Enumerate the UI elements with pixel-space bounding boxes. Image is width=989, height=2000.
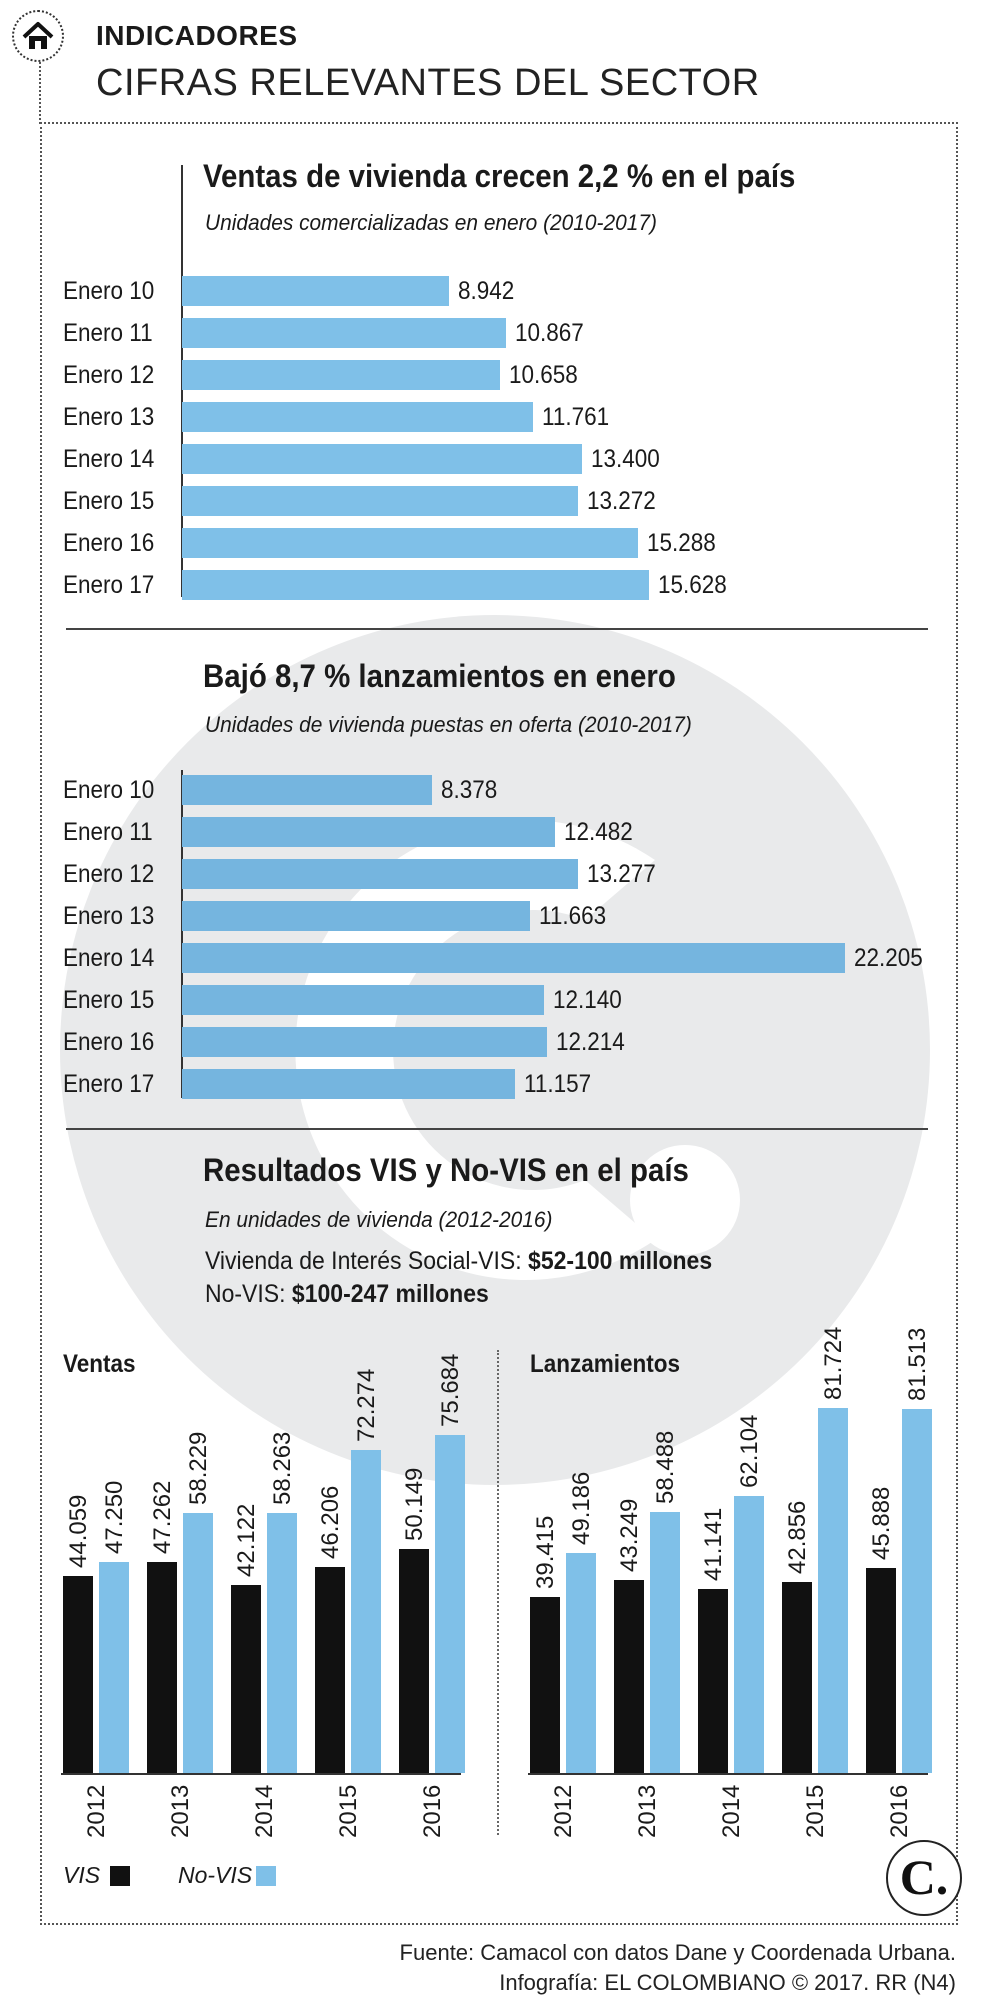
x-tick-label: 2014 (718, 1784, 745, 1838)
row-label: Enero 17 (63, 571, 155, 599)
legend-vis-swatch (110, 1866, 130, 1886)
bar-value-label: 42.122 (233, 1503, 260, 1577)
bar (182, 985, 544, 1015)
x-axis-baseline (528, 1773, 928, 1775)
page-title: CIFRAS RELEVANTES DEL SECTOR (96, 62, 760, 104)
x-axis-baseline (61, 1773, 461, 1775)
chart1-title: Ventas de vivienda crecen 2,2 % en el país (203, 158, 796, 194)
panel-separator (497, 1350, 499, 1835)
bar (182, 1069, 515, 1099)
bar-novis (818, 1408, 848, 1773)
bar-value-label: 8.942 (458, 277, 515, 305)
bar-novis (435, 1435, 465, 1773)
row-label: Enero 12 (63, 860, 155, 888)
source-note: Fuente: Camacol con datos Dane y Coordenada Urbana. (399, 1940, 956, 1965)
novis-definition-label: No-VIS: (205, 1280, 292, 1308)
row-label: Enero 11 (63, 319, 153, 347)
bar-value-label: 45.888 (868, 1486, 895, 1560)
bar-value-label: 46.206 (317, 1485, 344, 1559)
bar-value-label: 8.378 (441, 776, 498, 804)
bar (182, 943, 845, 973)
house-icon (14, 12, 62, 60)
bar-value-label: 47.262 (149, 1480, 176, 1554)
row-label: Enero 11 (63, 818, 153, 846)
bar-value-label: 58.488 (652, 1430, 679, 1504)
bar-value-label: 41.141 (700, 1507, 727, 1581)
chart1-subtitle: Unidades comercializadas en enero (2010-2017) (205, 210, 657, 235)
bar-vis (866, 1568, 896, 1773)
bar (182, 318, 506, 348)
bar-vis (698, 1589, 728, 1773)
bar-value-label: 44.059 (65, 1494, 92, 1568)
el-colombiano-logo (886, 1840, 962, 1916)
row-label: Enero 13 (63, 902, 155, 930)
x-tick-label: 2013 (634, 1784, 661, 1838)
bar (182, 402, 533, 432)
row-label: Enero 10 (63, 277, 155, 305)
section-divider (66, 1128, 928, 1130)
frame-connector (39, 62, 41, 124)
lanzamientos-panel-title: Lanzamientos (530, 1350, 681, 1378)
bar-vis (399, 1549, 429, 1773)
row-label: Enero 15 (63, 986, 155, 1014)
x-tick-label: 2015 (802, 1784, 829, 1838)
bar-value-label: 15.628 (658, 571, 727, 599)
legend-vis-label: VIS (63, 1862, 101, 1888)
bar-value-label: 42.856 (784, 1500, 811, 1574)
bar-vis (147, 1562, 177, 1773)
x-tick-label: 2016 (886, 1784, 913, 1838)
bar-value-label: 13.277 (587, 860, 656, 888)
bar-value-label: 81.513 (904, 1327, 931, 1401)
bar-value-label: 11.157 (524, 1070, 592, 1098)
row-label: Enero 15 (63, 487, 155, 515)
row-label: Enero 10 (63, 776, 155, 804)
vis-definition (205, 1247, 712, 1276)
bar-value-label: 62.104 (736, 1414, 763, 1488)
x-tick-label: 2012 (550, 1784, 577, 1838)
bar-value-label: 43.249 (616, 1498, 643, 1572)
bar-value-label: 58.263 (269, 1431, 296, 1505)
bar (182, 570, 649, 600)
bar-novis (902, 1409, 932, 1773)
x-tick-label: 2013 (167, 1784, 194, 1838)
bar-vis (614, 1580, 644, 1773)
bar-novis (351, 1450, 381, 1773)
section-kicker: INDICADORES (96, 20, 298, 51)
x-tick-label: 2014 (251, 1784, 278, 1838)
vis-title: Resultados VIS y No-VIS en el país (203, 1152, 689, 1188)
bar-value-label: 12.140 (553, 986, 622, 1014)
bar-value-label: 47.250 (101, 1480, 128, 1554)
bar-vis (782, 1582, 812, 1773)
bar-value-label: 12.482 (564, 818, 633, 846)
bar-novis (99, 1562, 129, 1773)
row-label: Enero 16 (63, 1028, 155, 1056)
vis-subtitle: En unidades de vivienda (2012-2016) (205, 1207, 553, 1232)
bar (182, 817, 555, 847)
vis-definition-label: Vivienda de Interés Social-VIS: (205, 1247, 529, 1275)
bar-novis (734, 1496, 764, 1773)
chart2-title: Bajó 8,7 % lanzamientos en enero (203, 658, 676, 694)
bar-value-label: 72.274 (353, 1368, 380, 1442)
bar-value-label: 49.186 (568, 1471, 595, 1545)
row-label: Enero 17 (63, 1070, 155, 1098)
row-label: Enero 16 (63, 529, 155, 557)
row-label: Enero 12 (63, 361, 155, 389)
bar (182, 360, 500, 390)
section-divider (66, 628, 928, 630)
x-tick-label: 2015 (335, 1784, 362, 1838)
bar (182, 276, 449, 306)
legend-novis-label: No-VIS (178, 1862, 253, 1888)
row-label: Enero 13 (63, 403, 155, 431)
bar-vis (63, 1576, 93, 1773)
bar (182, 1027, 547, 1057)
bar-novis (650, 1512, 680, 1773)
bar (182, 486, 578, 516)
legend-novis-swatch (256, 1866, 276, 1886)
x-tick-label: 2012 (83, 1784, 110, 1838)
bar-value-label: 13.400 (591, 445, 660, 473)
bar-vis (231, 1585, 261, 1773)
bar-value-label: 22.205 (854, 944, 923, 972)
x-tick-label: 2016 (419, 1784, 446, 1838)
credit-note: Infografía: EL COLOMBIANO © 2017. RR (N4) (499, 1970, 956, 1995)
bar-value-label: 10.658 (509, 361, 578, 389)
bar-value-label: 10.867 (515, 319, 584, 347)
bar-vis (530, 1597, 560, 1773)
bar-value-label: 39.415 (532, 1515, 559, 1589)
bar-value-label: 12.214 (556, 1028, 625, 1056)
bar (182, 528, 638, 558)
row-label: Enero 14 (63, 445, 155, 473)
bar (182, 901, 530, 931)
chart2-subtitle: Unidades de vivienda puestas en oferta (2010-2017) (205, 712, 692, 737)
bar-value-label: 58.229 (185, 1431, 212, 1505)
novis-definition-value: $100-247 millones (291, 1280, 489, 1308)
logo-text: C. (899, 1849, 949, 1905)
bar (182, 859, 578, 889)
home-icon[interactable] (12, 10, 64, 62)
bar-value-label: 13.272 (587, 487, 656, 515)
bar-value-label: 11.663 (539, 902, 607, 930)
bar (182, 775, 432, 805)
novis-definition (205, 1280, 489, 1309)
bar (182, 444, 582, 474)
row-label: Enero 14 (63, 944, 155, 972)
bar-value-label: 75.684 (437, 1353, 464, 1427)
bar-vis (315, 1567, 345, 1773)
bar-novis (267, 1513, 297, 1773)
bar-novis (183, 1513, 213, 1773)
bar-novis (566, 1553, 596, 1773)
bar-value-label: 15.288 (647, 529, 716, 557)
bar-value-label: 11.761 (542, 403, 610, 431)
bar-value-label: 50.149 (401, 1467, 428, 1541)
ventas-panel-title: Ventas (63, 1350, 136, 1378)
bar-value-label: 81.724 (820, 1326, 847, 1400)
vis-definition-value: $52-100 millones (528, 1247, 713, 1275)
